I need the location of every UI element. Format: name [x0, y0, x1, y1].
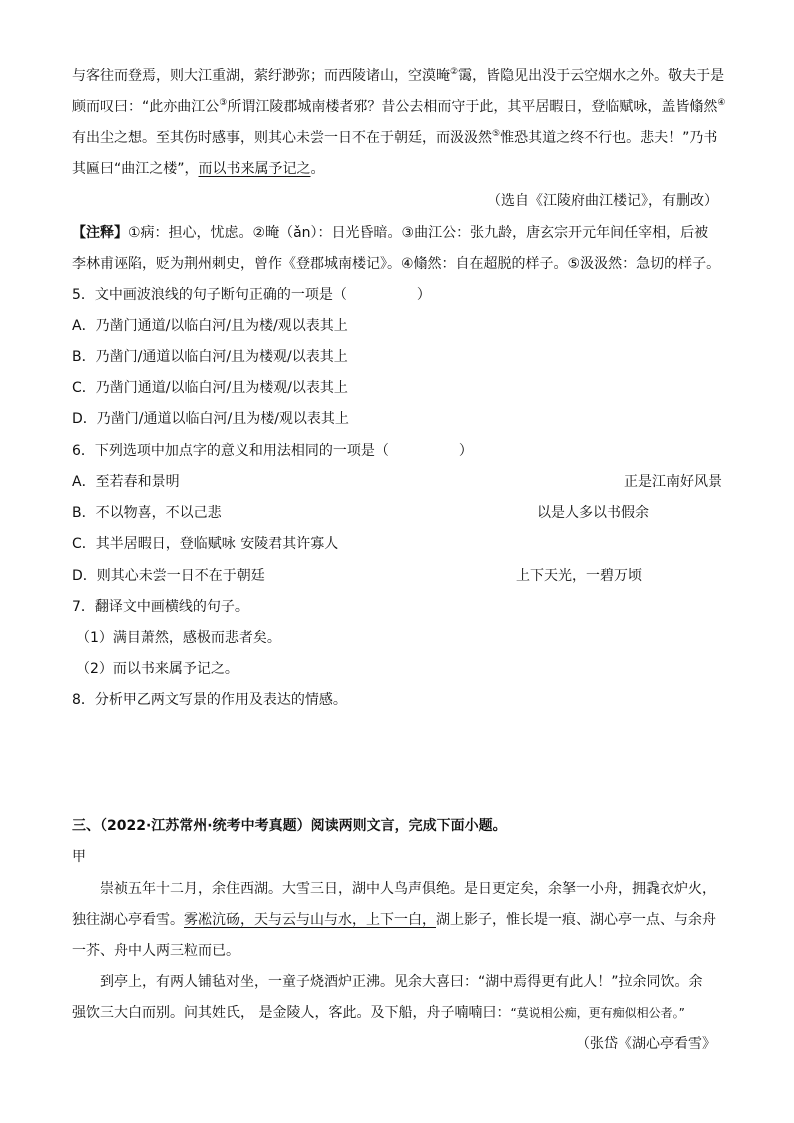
passage-line-1 [72, 66, 724, 88]
section-3-title: 三、（2022·江苏常州·统考中考真题）阅读两则文言，完成下面小题。 [72, 818, 507, 834]
notes-text: ①病：担心，忧虑。②晻（ǎn）：日光昏暗。③曲江公：张九龄，唐玄宗开元年间任宰相，后被 [128, 225, 709, 241]
passage-line-4 [72, 159, 724, 179]
footnote-marker: ③ [219, 98, 228, 108]
question-6-stem [72, 441, 724, 461]
option-left: B．不以物喜，不以己悲 [72, 505, 222, 521]
jia-paragraph-1-line-1: 崇祯五年十二月，余住西湖。大雪三日，湖中人鸟声俱绝。是日更定矣，余拏一小舟，拥毳衣炉火， [100, 881, 716, 897]
option-left: D．则其心未尝一日不在于朝廷 [72, 568, 265, 584]
option-right: 正是江南好风景 [624, 474, 722, 490]
question-5-option-c: C．乃凿门通道/以临白河/且为楼观/以表其上 [72, 380, 348, 396]
text-segment: 惟恐其道之终不行也。悲夫！”乃书 [500, 130, 718, 146]
underlined-sentence: 雾凇沆砀，天与云与山与水，上下一白， [184, 912, 436, 928]
question-text: ） [458, 443, 473, 459]
text-segment: 与客往而登焉，则大江重湖，萦纡渺弥；而西陵诸山，空漠晻 [72, 68, 450, 84]
question-text: 6．下列选项中加点字的意义和用法相同的一项是（ [72, 443, 389, 459]
text-segment: 有出尘之想。至其伤时感事，则其心未尝一日不在于朝廷，而汲汲然 [72, 130, 492, 146]
question-6-option-c: C．其半居暇日，登临赋咏 安陵君其许寡人 [72, 536, 339, 552]
question-5-option-d: D．乃凿门/通道以临白河/且为楼/观以表其上 [72, 411, 349, 427]
jia-paragraph-1-line-3: 一芥、舟中人两三粒而已。 [72, 943, 240, 959]
text-segment: 所谓江陵郡城南楼者邪？昔公去相而守于此，其平居暇日，登临赋咏，盖皆翛然 [227, 99, 718, 115]
passage-source: （选自《江陵府曲江楼记》，有删改） [487, 193, 718, 209]
question-7-sentence-1: （1）满目萧然，感极而悲者矣。 [76, 630, 281, 646]
question-5-stem [72, 285, 724, 305]
footnote-marker: ④ [717, 98, 726, 108]
quoted-speech: “莫说相公痴，更有痴似相公者。” [510, 1006, 685, 1020]
footnote-marker: ⑤ [492, 129, 501, 139]
question-8-stem: 8．分析甲乙两文写景的作用及表达的情感。 [72, 692, 347, 708]
passage-line-3 [72, 128, 724, 150]
text-segment: 霭，皆隐见出没于云空烟水之外。敬夫于是 [458, 68, 725, 84]
question-7-sentence-2: （2）而以书来属予记之。 [76, 661, 239, 677]
question-5-option-b: B．乃凿门/通道以临白河/且为楼观/以表其上 [72, 349, 348, 365]
text-segment: 强饮三大白而别。问其姓氏， 是金陵人，客此。及下船，舟子喃喃曰： [72, 1005, 511, 1021]
question-6-option-a [72, 472, 724, 492]
question-6-option-b [72, 503, 724, 523]
jia-paragraph-2-line-2 [72, 1003, 724, 1023]
underlined-sentence: 而以书来属予记之 [198, 161, 311, 177]
question-6-option-d [72, 566, 724, 586]
text-segment: 顾而叹曰：“此亦曲江公 [72, 99, 220, 115]
question-7-stem: 7．翻译文中画横线的句子。 [72, 599, 249, 615]
footnote-marker: ② [450, 67, 459, 77]
text-segment: 独往湖心亭看雪。 [72, 912, 184, 928]
notes-line-2: 李林甫诬陷，贬为荆州刺史，曾作《登郡城南楼记》。④翛然：自在超脱的样子。⑤汲汲然：急切的样子。 [72, 256, 721, 272]
notes-label: 【注释】 [72, 225, 128, 241]
section-3-label-jia: 甲 [72, 849, 86, 865]
question-text: 5．文中画波浪线的句子断句正确的一项是（ [72, 287, 347, 303]
text-segment: 其匾曰“曲江之楼”， [72, 161, 199, 177]
notes-line-1 [72, 223, 724, 243]
text-segment: 。 [310, 161, 325, 177]
jia-paragraph-1-line-2 [72, 910, 724, 930]
question-5-option-a: A．乃凿门通道/以临白河/且为楼/观以表其上 [72, 318, 348, 334]
text-segment: 湖上影子，惟长堤一痕、湖心亭一点、与余舟 [436, 912, 716, 928]
option-right: 以是人多以书假余 [537, 505, 649, 521]
option-left: A．至若春和景明 [72, 474, 180, 490]
jia-source: （张岱《湖心亭看雪》 [576, 1036, 716, 1052]
passage-line-2 [72, 97, 724, 119]
jia-paragraph-2-line-1: 到亭上，有两人铺毡对坐，一童子烧酒炉正沸。见余大喜曰：“湖中焉得更有此人！”拉余同饮。余 [100, 974, 703, 990]
question-text: ） [416, 287, 431, 303]
option-right: 上下天光，一碧万顷 [516, 568, 642, 584]
